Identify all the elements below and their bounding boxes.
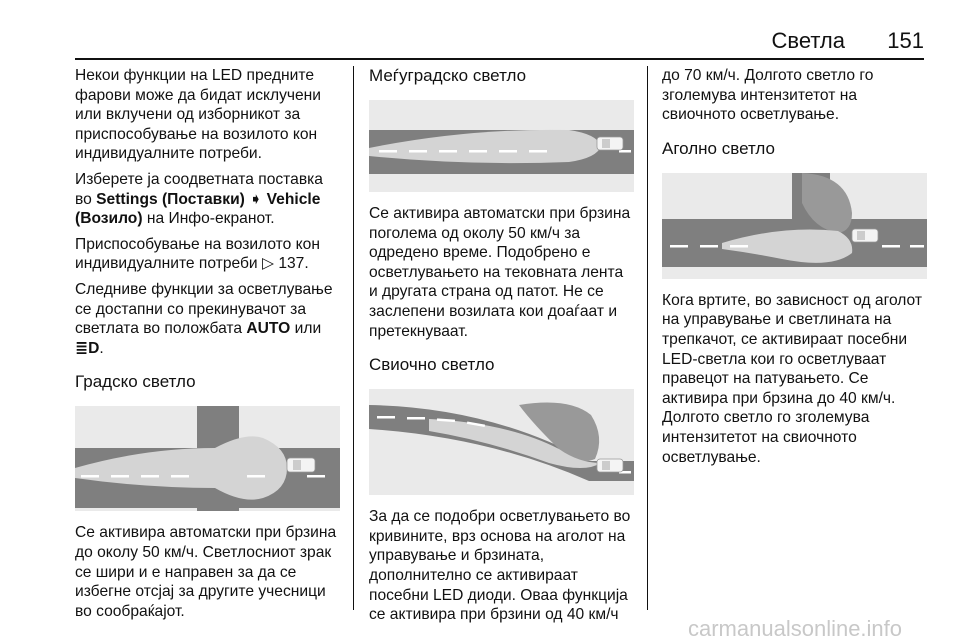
car-icon	[597, 459, 623, 472]
watermark: carmanualsonline.info	[688, 616, 903, 641]
column-1	[75, 66, 340, 627]
country-light-text: Се активира автоматски при брзина поголема од околу 50 км/ч за одредено време. Подобрено е осветлувањето на тековната лента и другата страна од патот. Не се заслепени возилата кои доаѓаат и претекнуваат.	[369, 205, 631, 340]
section-title: Светла	[771, 28, 845, 53]
continuation-text: до 70 км/ч. Долгото светло го зголемува интензитетот на свиочното осветлување.	[662, 67, 874, 124]
car-icon	[852, 229, 878, 242]
car-icon	[597, 137, 623, 150]
reference-paragraph: Приспособување на возилото кон индивидуалните потреби ▷ 137.	[75, 235, 320, 273]
column-3	[662, 66, 927, 473]
settings-menu-label: Settings (Поставки)	[96, 190, 245, 208]
heading-corner-light: Аголно светло	[662, 138, 775, 158]
page-number: 151	[887, 28, 924, 53]
header-rule	[75, 58, 924, 60]
headlight-symbol-icon: ≣D	[75, 339, 100, 357]
page-reference-icon: ▷	[261, 255, 274, 273]
settings-paragraph: Изберете ја соодветната поставка во Settings (Поставки) ➧ Vehicle (Возило) на Инфо-екранот.	[75, 170, 323, 228]
heading-country-light: Меѓуградско светло	[369, 66, 527, 85]
intro-paragraph: Некои функции на LED предните фарови може да бидат исклучени или вклучени од изборникот за приспособување на возилото кон индивидуалните потреби.	[75, 67, 321, 163]
motorway-light-text: За да се подобри осветлувањето во кривините, врз основа на аголот на управување и брзината, дополнително се активираат посебни LED диоди. Оваа функција се активира при брзини од 40 км/ч	[369, 508, 631, 624]
city-light-text: Се активира автоматски при брзина до околу 50 км/ч. Светлосниот зрак се шири и е направен за да се избегне отсјај за другите учесници во сообраќајот.	[75, 524, 337, 620]
column-divider-2	[647, 66, 648, 610]
motorway-light-illustration	[369, 389, 634, 495]
column-divider-1	[353, 66, 354, 610]
column-2	[369, 66, 634, 631]
car-icon	[287, 458, 315, 472]
country-light-illustration	[369, 100, 634, 192]
heading-city-light: Градско светло	[75, 372, 196, 392]
functions-paragraph: Следниве функции за осветлување се достапни со прекинувачот за светлата во положбата AUTO или ≣D.	[75, 280, 333, 357]
menu-arrow-icon: ➧	[249, 190, 263, 208]
auto-label: AUTO	[246, 320, 291, 338]
corner-light-text: Кога вртите, во зависност од аголот на управување и светлината на трепкачот, се активираат посебни LED-светла кои го осветлуваат правецот на патувањето. Се активира при брзина до 40 км/ч. Долгото светло го зголемува интензитетот на свиочното осветлување.	[662, 291, 923, 466]
corner-light-illustration	[662, 173, 927, 279]
heading-motorway-light: Свиочно светло	[369, 355, 495, 375]
vehicle-menu-label: Vehicle (Возило)	[75, 190, 321, 228]
city-light-illustration	[75, 406, 340, 511]
page-header	[0, 28, 960, 56]
